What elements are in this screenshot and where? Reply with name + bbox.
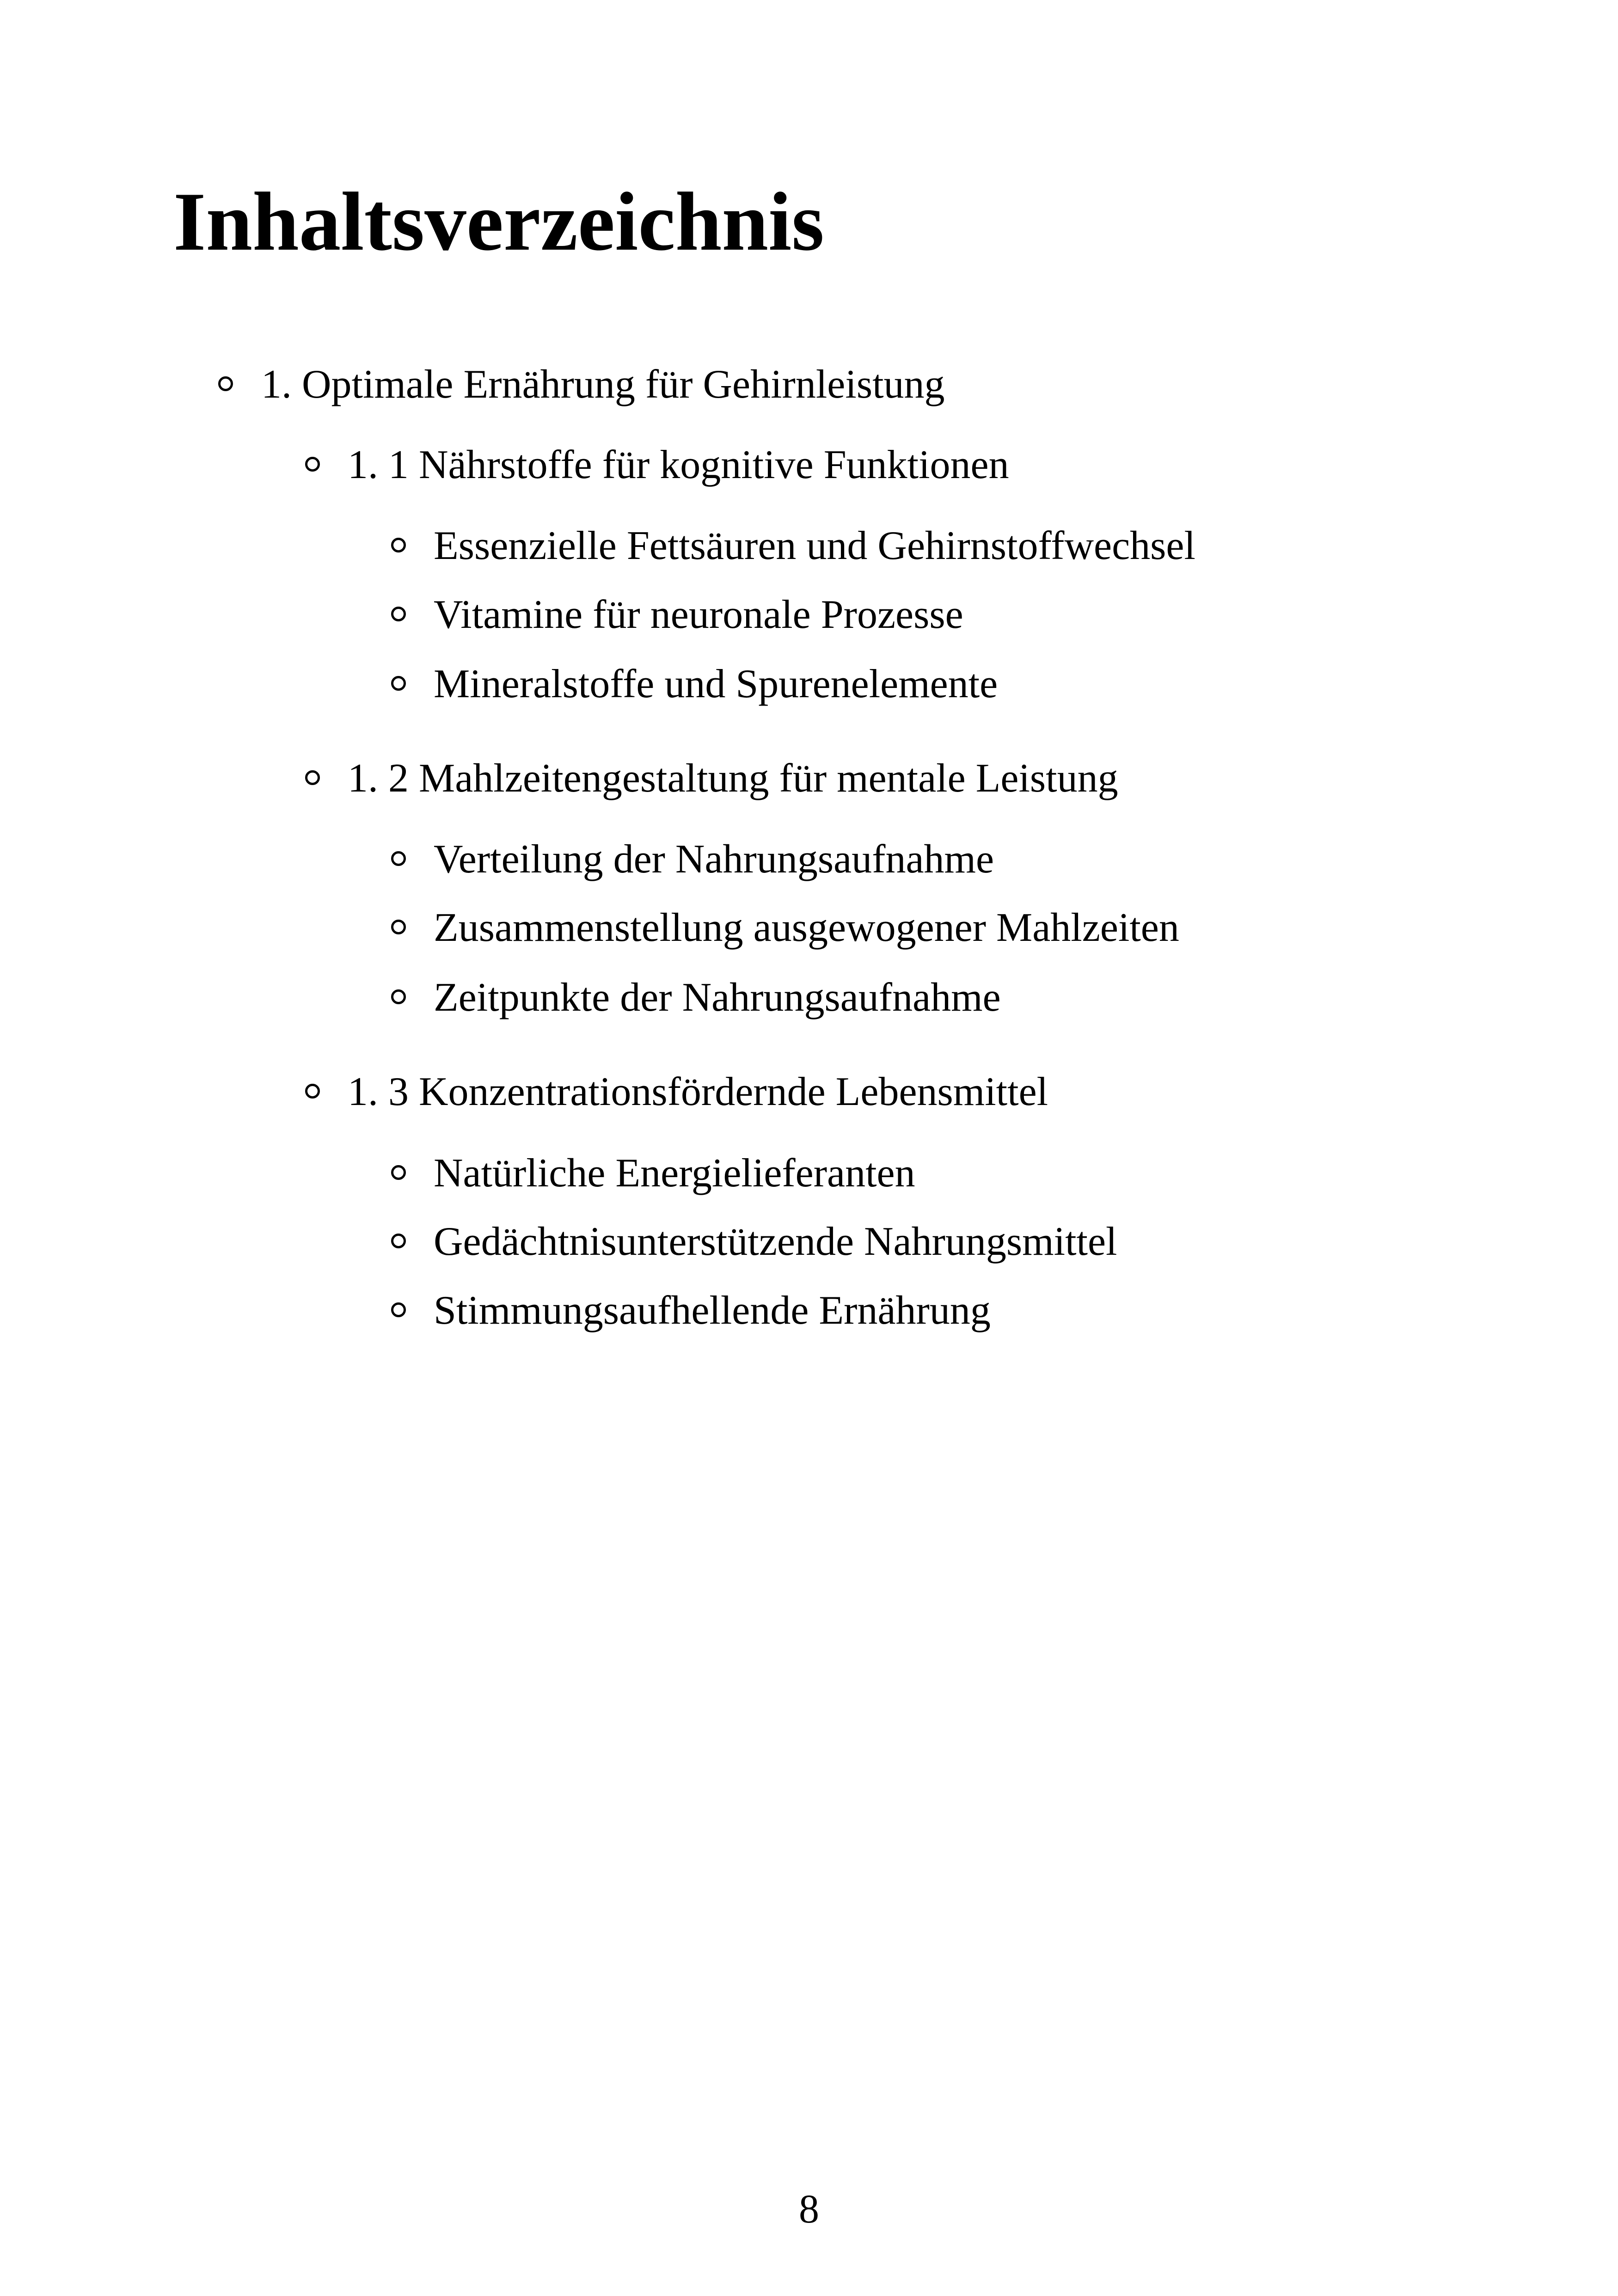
toc-entry-label: Natürliche Energielieferanten xyxy=(434,1151,915,1196)
circle-bullet-icon xyxy=(391,1165,406,1180)
circle-bullet-icon xyxy=(305,457,320,472)
toc-entry-label: Gedächtnisunterstützende Nahrungsmittel xyxy=(434,1219,1117,1264)
circle-bullet-icon xyxy=(391,1234,406,1248)
toc-entry-label: 1. 3 Konzentrationsfördernde Lebensmittel xyxy=(348,1069,1048,1114)
toc-entry-label: Zeitpunkte der Nahrungsaufnahme xyxy=(434,975,1001,1020)
circle-bullet-icon xyxy=(391,538,406,553)
circle-bullet-icon xyxy=(391,1302,406,1317)
toc-entry-label: Zusammenstellung ausgewogener Mahlzeiten xyxy=(434,905,1179,950)
page-title: Inhaltsverzeichnis xyxy=(173,176,824,268)
toc-entry-label: 1. 2 Mahlzeitengestaltung für mentale Leistung xyxy=(348,756,1118,801)
toc-entry-label: Verteilung der Nahrungsaufnahme xyxy=(434,837,994,882)
toc-entry-label: 1. 1 Nährstoffe für kognitive Funktionen xyxy=(348,442,1009,487)
page-number: 8 xyxy=(799,2187,819,2232)
circle-bullet-icon xyxy=(391,676,406,691)
toc-entry-label: Vitamine für neuronale Prozesse xyxy=(434,592,963,637)
circle-bullet-icon xyxy=(391,989,406,1004)
circle-bullet-icon xyxy=(391,920,406,934)
circle-bullet-icon xyxy=(305,770,320,785)
toc-entry-label: Essenzielle Fettsäuren und Gehirnstoffwechsel xyxy=(434,523,1195,568)
circle-bullet-icon xyxy=(218,376,233,391)
toc-entry-label: Stimmungsaufhellende Ernährung xyxy=(434,1288,991,1333)
toc-entry-label: Mineralstoffe und Spurenelemente xyxy=(434,662,998,706)
circle-bullet-icon xyxy=(391,851,406,866)
circle-bullet-icon xyxy=(391,607,406,621)
circle-bullet-icon xyxy=(305,1084,320,1099)
toc-entry-label: 1. Optimale Ernährung für Gehirnleistung xyxy=(261,362,945,407)
